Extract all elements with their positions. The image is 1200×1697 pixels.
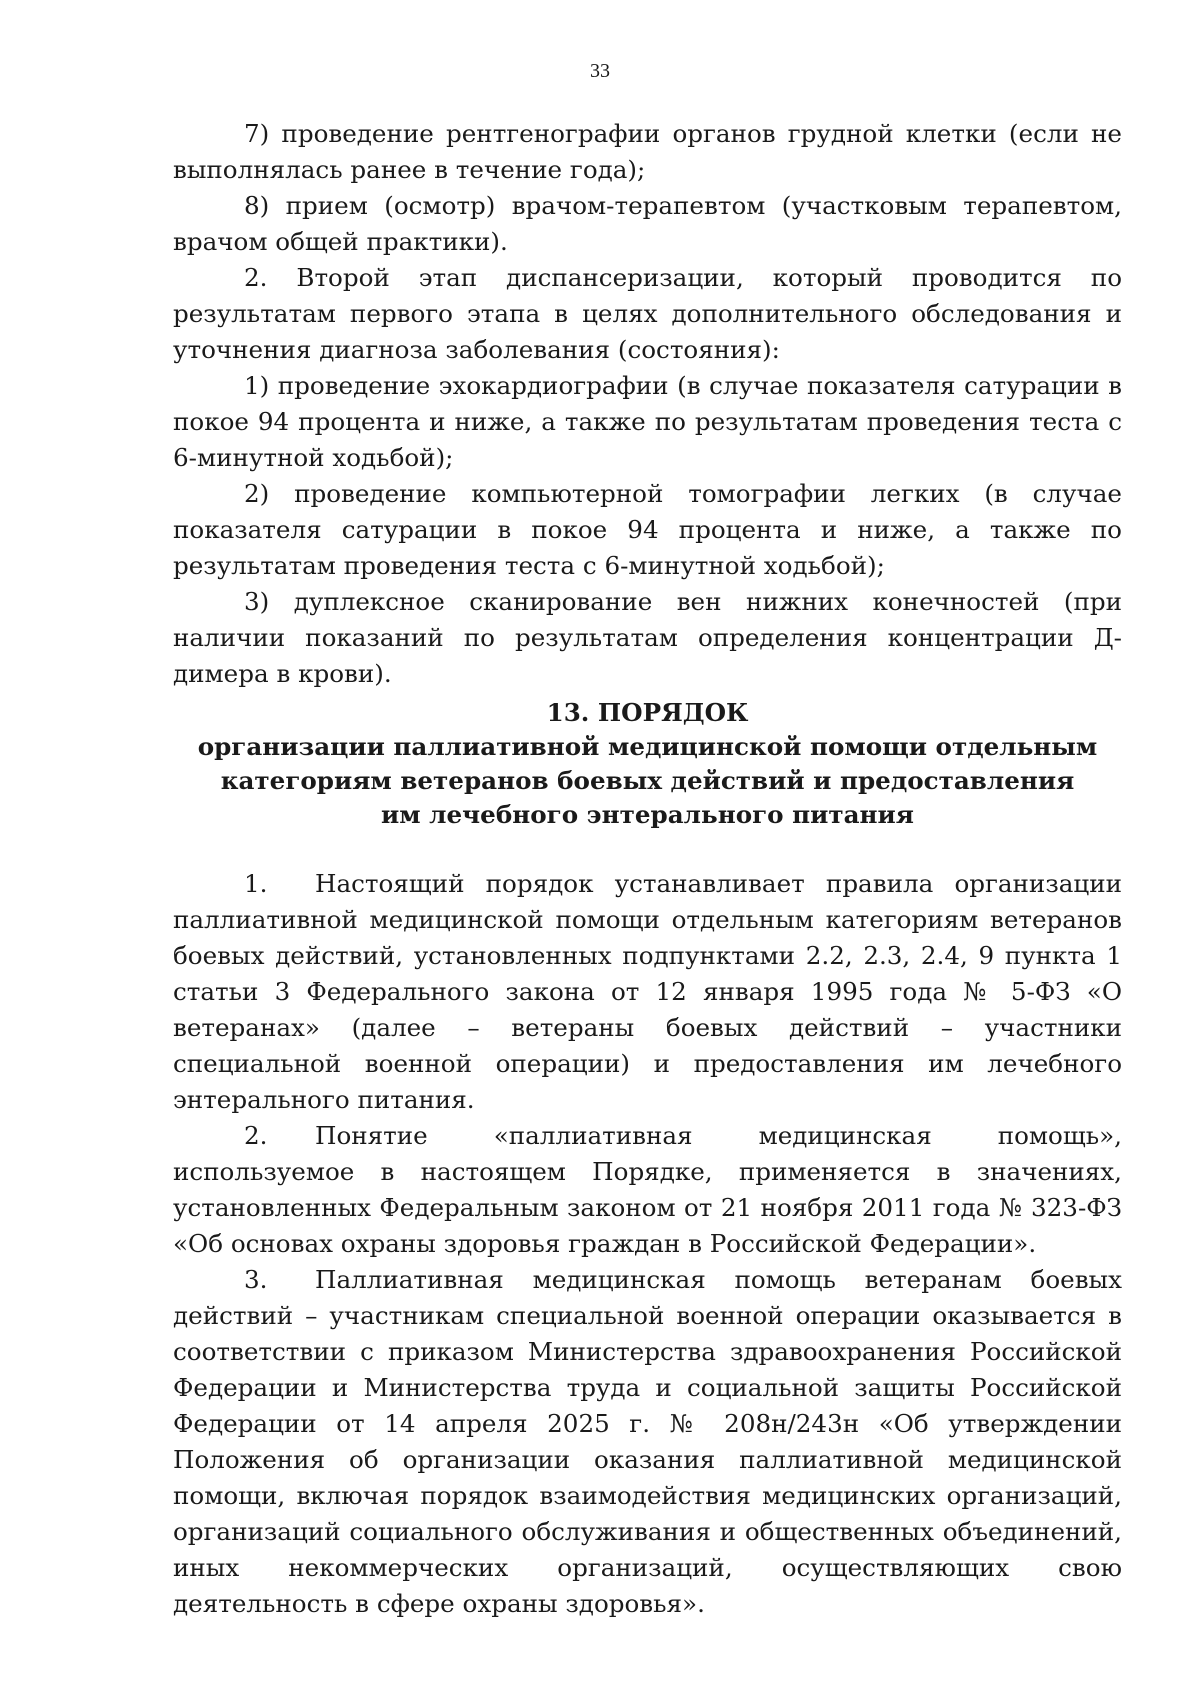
clause-3-text: Паллиативная медицинская помощь ветеранам боевых действий – участникам специальной военной операции оказывается в соответствии с приказом Министерства здравоохранения Российской Федерации и Министерства труда и социальной защиты Российской Федерации от 14 апреля 2025 г. № 208н/243н «Об утверждении Положения об организации оказания паллиативной медицинской помощи, включая порядок взаимодействия медицинских организаций, организаций социального обслуживания и общественных объединений, иных некоммерческих организаций, осуществляющих свою деятельность в сфере охраны здоровья». xyxy=(173,1265,1122,1618)
clause-2-text: Понятие «паллиативная медицинская помощь», используемое в настоящем Порядке, применяется в значениях, установленных Федеральным законом от 21 ноября 2011 года № 323-ФЗ «Об основах охраны здоровья граждан в Российской Федерации». xyxy=(173,1121,1122,1258)
clause-1-text: Настоящий порядок устанавливает правила организации паллиативной медицинской помощи отдельным категориям ветеранов боевых действий, установленных подпунктами 2.2, 2.3, 2.4, 9 пункта 1 статьи 3 Федерального закона от 12 января 1995 года № 5-ФЗ «О ветеранах» (далее – ветераны боевых действий – участники специальной военной операции) и предоставления им лечебного энтерального питания. xyxy=(173,869,1122,1114)
paragraph-second-stage: 2. Второй этап диспансеризации, который проводится по результатам первого этапа в целях дополнительного обследования и уточнения диагноза заболевания (состояния): xyxy=(173,263,1122,364)
paragraph-item-8: 8) прием (осмотр) врачом-терапевтом (участковым терапевтом, врачом общей практики). xyxy=(173,191,1122,256)
page-number: 33 xyxy=(590,60,610,82)
clause-1 xyxy=(173,866,1122,1118)
section-subtitle-line-3: им лечебного энтерального питания xyxy=(381,800,914,829)
section-subtitle-line-2: категориям ветеранов боевых действий и предоставления xyxy=(220,766,1075,795)
section-subtitle-line-1: организации паллиативной медицинской помощи отдельным xyxy=(197,732,1098,761)
paragraph-item-7: 7) проведение рентгенографии органов грудной клетки (если не выполнялась ранее в течение года); xyxy=(173,119,1122,184)
lower-text-block xyxy=(173,866,1122,1622)
upper-text-block xyxy=(173,116,1122,692)
paragraph-second-stage-item-3: 3) дуплексное сканирование вен нижних конечностей (при наличии показаний по результатам определения концентрации Д-димера в крови). xyxy=(173,587,1122,688)
paragraph-second-stage-item-2: 2) проведение компьютерной томографии легких (в случае показателя сатурации в покое 94 процента и ниже, а также по результатам проведения теста с 6-минутной ходьбой); xyxy=(173,479,1122,580)
clause-3 xyxy=(173,1262,1122,1622)
clause-2 xyxy=(173,1118,1122,1262)
section-heading xyxy=(173,696,1122,832)
paragraph-second-stage-item-1: 1) проведение эхокардиографии (в случае показателя сатурации в покое 94 процента и ниже, а также по результатам проведения теста с 6-минутной ходьбой); xyxy=(173,371,1122,472)
clause-1-number: 1. xyxy=(244,869,268,898)
clause-3-number: 3. xyxy=(244,1265,268,1294)
clause-2-number: 2. xyxy=(244,1121,268,1150)
section-title: 13. ПОРЯДОК xyxy=(546,698,749,727)
